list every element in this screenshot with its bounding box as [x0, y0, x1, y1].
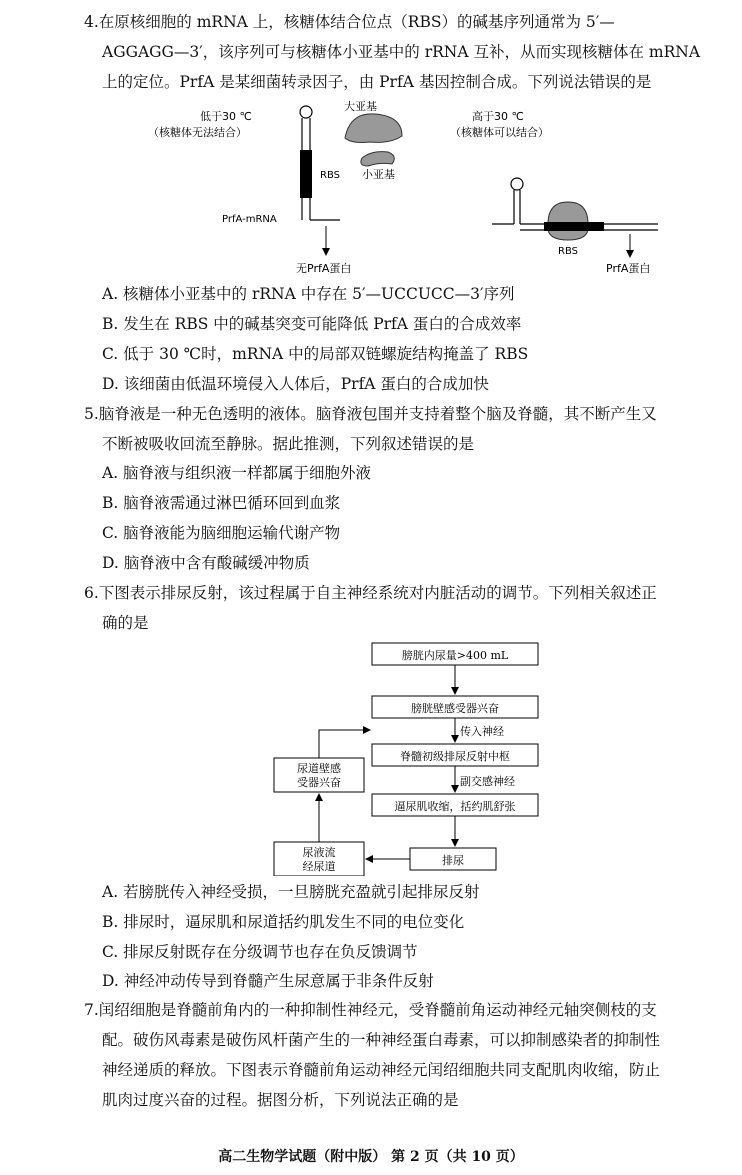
flow-arrow-7: [319, 730, 370, 758]
q7-line-2: 配。破伤风毒素是破伤风杆菌产生的一种神经蛋白毒素，可以抑制感染者的抑制性: [102, 1031, 661, 1049]
afferent-nerve-label: 传入神经: [460, 725, 504, 738]
mrna-label: PrfA-mRNA: [222, 214, 277, 225]
q7-line-4: 肌肉过度兴奋的过程。据图分析，下列说法正确的是: [102, 1091, 459, 1109]
q5-line-2: 不断被吸收回流至静脉。据此推测，下列叙述错误的是: [102, 435, 475, 453]
left-temp-title: 低于30 ℃: [200, 110, 252, 123]
left-hairpin-loop: [300, 106, 312, 118]
q7-line-1: 7.闰绍细胞是脊髓前角内的一种抑制性神经元，受脊髓前角运动神经元轴突侧枝的支: [84, 1001, 657, 1019]
q6-option-d: D. 神经冲动传导到脊髓产生尿意属于非条件反射: [102, 972, 434, 990]
q5-option-d: D. 脑脊液中含有酸碱缓冲物质: [102, 554, 310, 572]
q5-option-c: C. 脑脊液能为脑细胞运输代谢产物: [102, 524, 341, 542]
right-arrow-head: [626, 250, 634, 258]
q6-line-2: 确的是: [102, 614, 149, 632]
large-subunit-shape: [345, 114, 402, 143]
q4-line-3: 上的定位。PrfA 是某细菌转录因子，由 PrfA 基因控制合成。下列说法错误的是: [102, 73, 652, 91]
flow-box-muscles-text: 逼尿肌收缩，括约肌舒张: [394, 800, 516, 813]
small-subunit-shape: [361, 152, 394, 166]
q7-line-3: 神经递质的释放。下图表示脊髓前角运动神经元闰绍细胞共同支配肌肉收缩，防止: [102, 1061, 661, 1079]
flow-box-bladder-receptor-text: 膀胱壁感受器兴奋: [411, 702, 499, 715]
large-subunit-label: 大亚基: [344, 100, 377, 113]
page-footer: 高二生物学试题（附中版） 第 2 页（共 10 页）: [218, 1149, 524, 1165]
flow-box-urethra-receptor-text: 尿道壁感受器兴奋: [297, 762, 341, 789]
q4-option-a: A. 核糖体小亚基中的 rRNA 中存在 5′—UCCUCC—3′序列: [102, 285, 515, 303]
q4-line-2: AGGAGG—3′，该序列可与核糖体小亚基中的 rRNA 互补，从而实现核糖体在 mRNA: [102, 43, 701, 61]
q6-option-b: B. 排尿时，逼尿肌和尿道括约肌发生不同的电位变化: [102, 913, 465, 931]
small-subunit-label: 小亚基: [362, 168, 395, 181]
right-large-subunit: [548, 202, 588, 224]
flow-box-bladder-volume-text: 膀胱内尿量>400 mL: [401, 649, 509, 662]
right-small-subunit: [548, 230, 588, 240]
flow-box-urination-text: 排尿: [442, 854, 464, 867]
right-hairpin-loop: [511, 178, 523, 190]
right-rbs-block: [544, 222, 604, 231]
q5-option-b: B. 脑脊液需通过淋巴循环回到血浆: [102, 494, 341, 512]
left-arrow-head: [322, 248, 330, 256]
left-rbs-block: [300, 150, 312, 198]
parasympathetic-label: 副交感神经: [460, 775, 515, 788]
q5-line-1: 5.脑脊液是一种无色透明的液体。脑脊液包围并支持着整个脑及脊髓，其不断产生又: [84, 405, 657, 423]
q4-line-1: 4.在原核细胞的 mRNA 上，核糖体结合位点（RBS）的碱基序列通常为 5′—: [84, 13, 615, 31]
right-temp-title: 高于30 ℃: [472, 110, 524, 123]
q5-option-a: A. 脑脊液与组织液一样都属于细胞外液: [102, 464, 372, 482]
q6-option-c: C. 排尿反射既存在分级调节也存在负反馈调节: [102, 943, 418, 961]
left-rbs-label: RBS: [320, 170, 340, 181]
right-rbs-label: RBS: [558, 246, 578, 257]
right-result-label: PrfA蛋白: [606, 262, 651, 275]
left-temp-note: （核糖体无法结合）: [148, 126, 247, 139]
ribosome-binding-figure: [140, 100, 670, 280]
q4-option-c: C. 低于 30 ℃时，mRNA 中的局部双链螺旋结构掩盖了 RBS: [102, 345, 529, 363]
flow-box-spinal-center-text: 脊髓初级排尿反射中枢: [400, 750, 510, 763]
micturition-reflex-flowchart: [260, 636, 560, 876]
q6-line-1: 6.下图表示排尿反射，该过程属于自主神经系统对内脏活动的调节。下列相关叙述正: [84, 584, 657, 602]
q4-option-d: D. 该细菌由低温环境侵入人体后，PrfA 蛋白的合成加快: [102, 375, 489, 393]
left-result-label: 无PrfA蛋白: [296, 262, 352, 275]
q6-option-a: A. 若膀胱传入神经受损，一旦膀胱充盈就引起排尿反射: [102, 883, 480, 901]
q4-option-b: B. 发生在 RBS 中的碱基突变可能降低 PrfA 蛋白的合成效率: [102, 315, 522, 333]
right-temp-note: （核糖体可以结合）: [450, 126, 549, 139]
flow-box-urethra-flow-text: 尿液流经尿道: [302, 846, 336, 873]
